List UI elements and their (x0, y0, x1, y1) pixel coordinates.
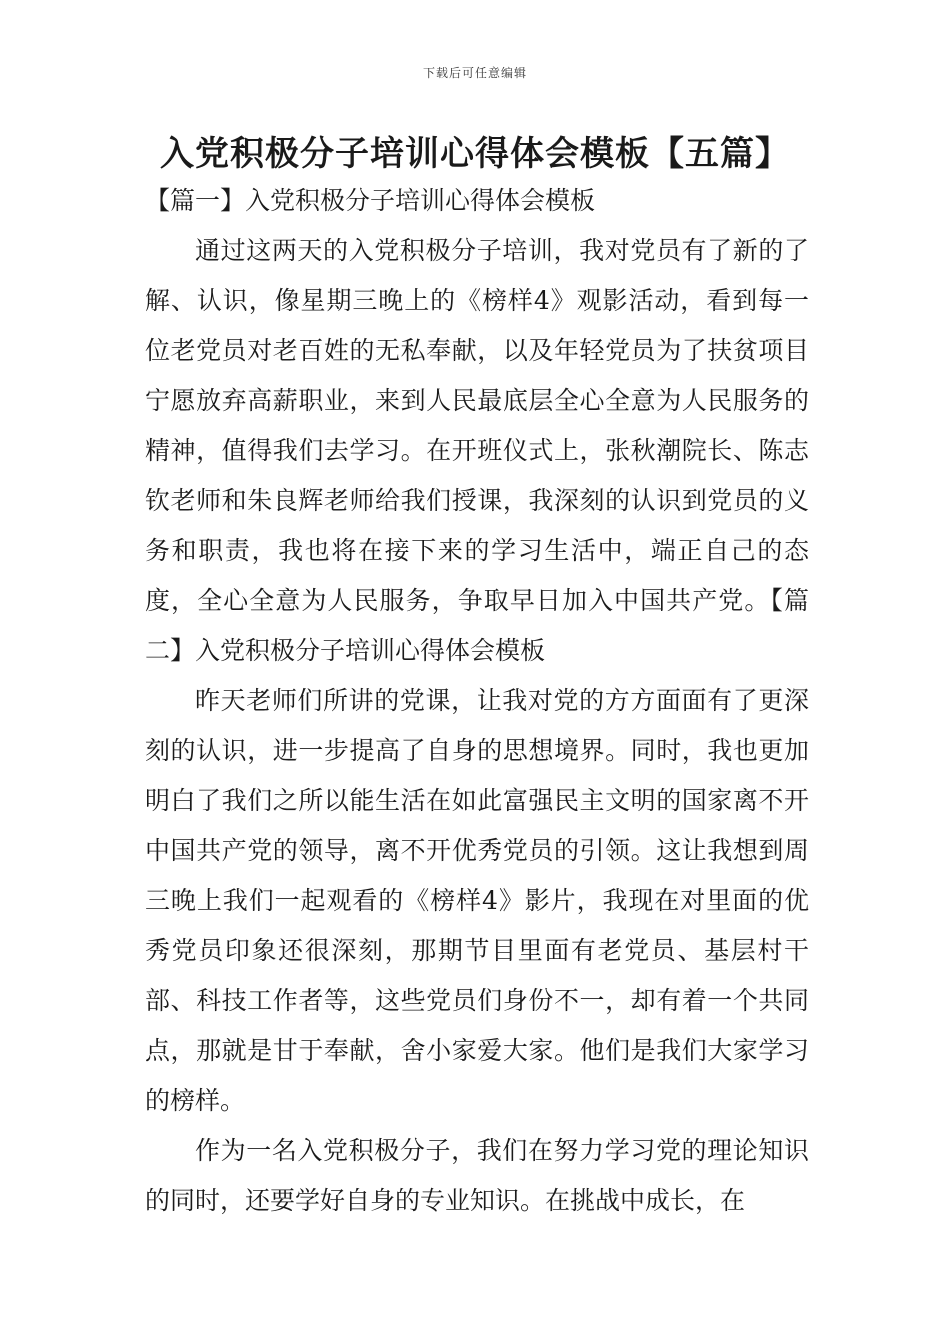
section-heading-2: 【篇二】入党积极分子培训心得体会模板 (145, 586, 809, 665)
paragraph-1-text: 通过这两天的入党积极分子培训，我对党员有了新的了解、认识，像星期三晚上的《榜样4》观影活动，看到每一位老党员对老百姓的无私奉献，以及年轻党员为了扶贫项目宁愿放弃高薪职业，来到人民最底层全心全意为人民服务的精神，值得我们去学习。在开班仪式上，张秋潮院长、陈志钦老师和朱良辉老师给我们授课，我深刻的认识到党员的义务和职责，我也将在接下来的学习生活中，端正自己的态度，全心全意为人民服务，争取早日加入中国共产党。 (145, 236, 809, 615)
header-note: 下载后可任意编辑 (422, 66, 527, 80)
document-body (145, 176, 809, 1226)
document-title: 入党积极分子培训心得体会模板【五篇】 (160, 134, 790, 174)
paragraph-2: 昨天老师们所讲的党课，让我对党的方方面面有了更深刻的认识，进一步提高了自身的思想境界。同时，我也更加明白了我们之所以能生活在如此富强民主文明的国家离不开中国共产党的领导，离不开优秀党员的引领。这让我想到周三晚上我们一起观看的《榜样4》影片，我现在对里面的优秀党员印象还很深刻，那期节目里面有老党员、基层村干部、科技工作者等，这些党员们身份不一，却有着一个共同点，那就是甘于奉献，舍小家爱大家。他们是我们大家学习的榜样。 (145, 686, 809, 1115)
section-heading-1: 【篇一】入党积极分子培训心得体会模板 (145, 186, 596, 215)
paragraph-1 (145, 226, 809, 676)
paragraph-3: 作为一名入党积极分子，我们在努力学习党的理论知识的同时，还要学好自身的专业知识。在挑战中成长，在 (145, 1136, 809, 1215)
